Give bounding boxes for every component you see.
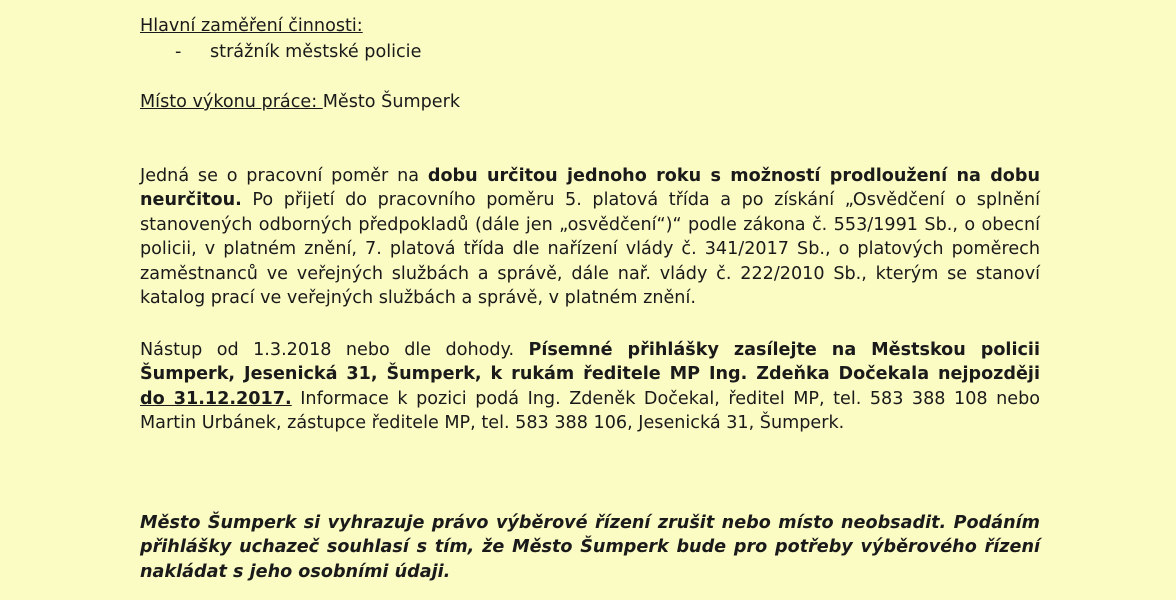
employment-paragraph [140,164,1040,310]
workplace-value: Město Šumperk [322,92,461,112]
list-dash: - [175,42,182,62]
employment-bold-term: dobu určitou jednoho roku s možností prodloužení na dobu neurčitou. [140,166,1040,211]
workplace-line [140,90,460,114]
application-text-1: Nástup od 1.3.2018 nebo dle dohody. [140,340,529,360]
workplace-label: Místo výkonu práce: [140,92,323,112]
activity-item-text: strážník městské policie [210,42,422,62]
activity-heading: Hlavní zaměření činnosti: [140,16,363,36]
application-paragraph [140,338,1040,436]
application-text-2: Informace k pozici podá Ing. Zdeněk Dočekal, ředitel MP, tel. 583 388 108 nebo Martin Urbánek, zástupce ředitele MP, tel. 583 388 106, Jesenická 31, Šumperk. [140,388,1041,434]
employment-text-2: Po přijetí do pracovního poměru 5. platová třída a po získání „Osvědčení o splnění stanovených odborných předpokladů (dále jen „osvědčení“)“ podle zákona č. 553/1991 Sb., o obecní policii, v platném znění, 7. platová třída dle nařízení vlády č. 341/2017 Sb., o platových poměrech zaměstnanců ve veřejných službách a správě, dále nař. vlády č. 222/2010 Sb., kterým se stanoví katalog prací ve veřejných službách a správě, v platném znění. [140,190,1040,309]
application-bold-instructions: Písemné přihlášky zasílejte na Městskou policii Šumperk, Jesenická 31, Šumperk, k rukám ředitele MP Ing. Zdeňka Dočekala nejpozději [140,340,1040,385]
application-deadline: do 31.12.2017. [140,388,292,409]
employment-text-1: Jedná se o pracovní poměr na [140,166,428,186]
disclaimer-paragraph: Město Šumperk si vyhrazuje právo výběrové řízení zrušit nebo místo neobsadit. Podáním přihlášky uchazeč souhlasí s tím, že Město Šumperk bude pro potřeby výběrového řízení nakládat s jeho osobními údaji. [140,513,1040,582]
